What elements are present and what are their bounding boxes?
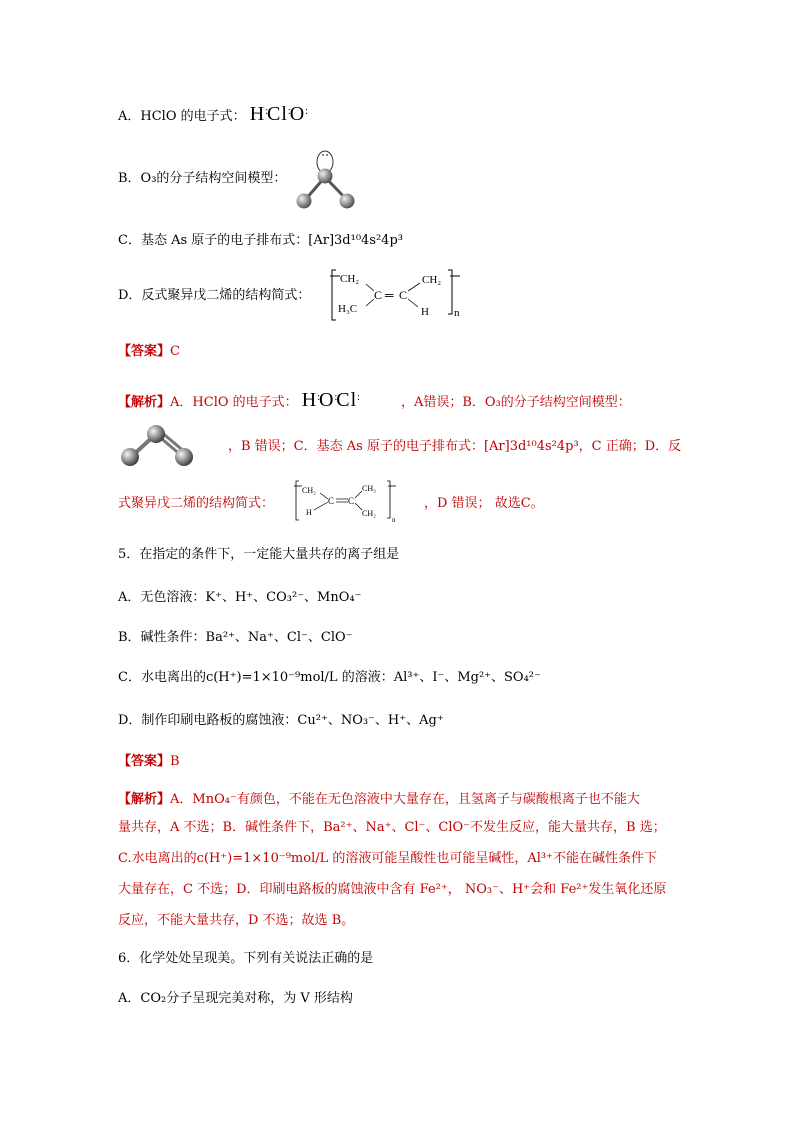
hclo-electron-formula-correct: H:O:Cl: — [301, 389, 359, 411]
answer-tag: 【答案】 — [118, 754, 171, 769]
question-5-option-a: A．无色溶液：K⁺、H⁺、CO₃²⁻、MnO₄⁻ — [118, 590, 362, 605]
hclo-electron-formula: H:Cl:O: — [249, 103, 307, 125]
option-c — [118, 231, 403, 251]
s-ch2-right: CH₂ — [362, 509, 376, 518]
question-5-option-d: D．制作印刷电路板的腐蚀液：Cu²⁺、NO₃⁻、H⁺、Ag⁺ — [118, 713, 444, 728]
answer-value: B — [170, 754, 180, 769]
analysis-4-line-2: ，B 错误；C．基态 As 原子的电子排布式：[Ar]3d¹⁰4s²4p³，C 正确；D．反 — [228, 439, 682, 454]
analysis-4-line-3: 式聚异戊二烯的结构简式： — [118, 496, 275, 511]
s-ch3: CH₃ — [362, 484, 376, 493]
analysis-tag: 【解析】 — [118, 792, 171, 807]
option-b — [118, 169, 286, 189]
s-ch2-left: CH₂ — [302, 486, 316, 495]
option-a-label: A．HClO 的电子式： — [118, 109, 246, 124]
o3-bond-model-image — [116, 422, 200, 470]
d-c2: C — [399, 288, 408, 302]
answer-value: C — [170, 344, 180, 359]
s-h: H — [306, 508, 312, 517]
question-5-option-c: C．水电离出的c(H⁺)=1×10⁻⁹mol/L 的溶液：Al³⁺、I⁻、Mg²⁺、SO₄²⁻ — [118, 670, 541, 685]
question-6-stem: 6．化学处处呈现美。下列有关说法正确的是 — [118, 951, 374, 966]
trans-polyisoprene-structure — [330, 266, 465, 324]
option-b-label: B．O₃的分子结构空间模型： — [118, 171, 287, 186]
analysis-5-line-1: 【解析】A．MnO₄⁻有颜色，不能在无色溶液中大量存在，且氢离子与碳酸根离子也不能大 — [118, 792, 640, 807]
s-n: n — [392, 516, 396, 524]
o3-molecule-model-image — [292, 146, 362, 210]
analysis-4-line-3b: ，D 错误； 故选C。 — [424, 496, 544, 511]
answer-4 — [118, 342, 180, 362]
d-h3c: H₃C — [338, 303, 358, 315]
answer-tag: 【答案】 — [118, 344, 171, 359]
s-c2: C — [348, 496, 355, 506]
d-ch2-top: CH₂ — [340, 273, 360, 285]
d-c1: C — [374, 288, 383, 302]
option-a — [118, 102, 307, 127]
s-c1: C — [328, 496, 335, 506]
analysis-5-line-3: C.水电离出的c(H⁺)=1×10⁻⁹mol/L 的溶液可能呈酸性也可能呈碱性，Al³⁺不能在碱性条件下 — [118, 851, 657, 866]
d-h: H — [421, 306, 429, 318]
question-6-option-a: A．CO₂分子呈现完美对称，为 V 形结构 — [118, 991, 353, 1006]
analysis-tag: 【解析】 — [118, 395, 171, 410]
question-5-option-b: B．碱性条件：Ba²⁺、Na⁺、Cl⁻、ClO⁻ — [118, 630, 353, 645]
d-double-bond: ═ — [385, 288, 394, 302]
d-ch2-right: CH₂ — [422, 274, 442, 286]
answer-5 — [118, 752, 180, 772]
analysis-4-line-1: 【解析】A．HClO 的电子式： H:O:Cl: ，A错误；B．O₃的分子结构空间模型： — [118, 389, 631, 411]
analysis-5-line-5: 反应，不能大量共存，D 不选；故选 B。 — [118, 913, 355, 928]
analysis-5-line-2: 量共存，A 不选；B．碱性条件下，Ba²⁺、Na⁺、Cl⁻、ClO⁻不发生反应，能大量共存，B 选； — [118, 820, 666, 835]
analysis-5-line-4: 大量存在，C 不选；D．印刷电路板的腐蚀液中含有 Fe²⁺， NO₃⁻、H⁺会和 Fe²⁺发生氧化还原 — [118, 882, 667, 897]
question-5-stem: 5．在指定的条件下，一定能大量共存的离子组是 — [118, 547, 400, 562]
option-d — [118, 286, 310, 306]
trans-polyisoprene-structure-correct — [292, 478, 404, 524]
option-d-label: D．反式聚异戊二烯的结构简式： — [118, 288, 311, 303]
option-c-label: C．基态 As 原子的电子排布式：[Ar]3d¹⁰4s²4p³ — [118, 233, 403, 248]
d-n: n — [454, 307, 460, 319]
